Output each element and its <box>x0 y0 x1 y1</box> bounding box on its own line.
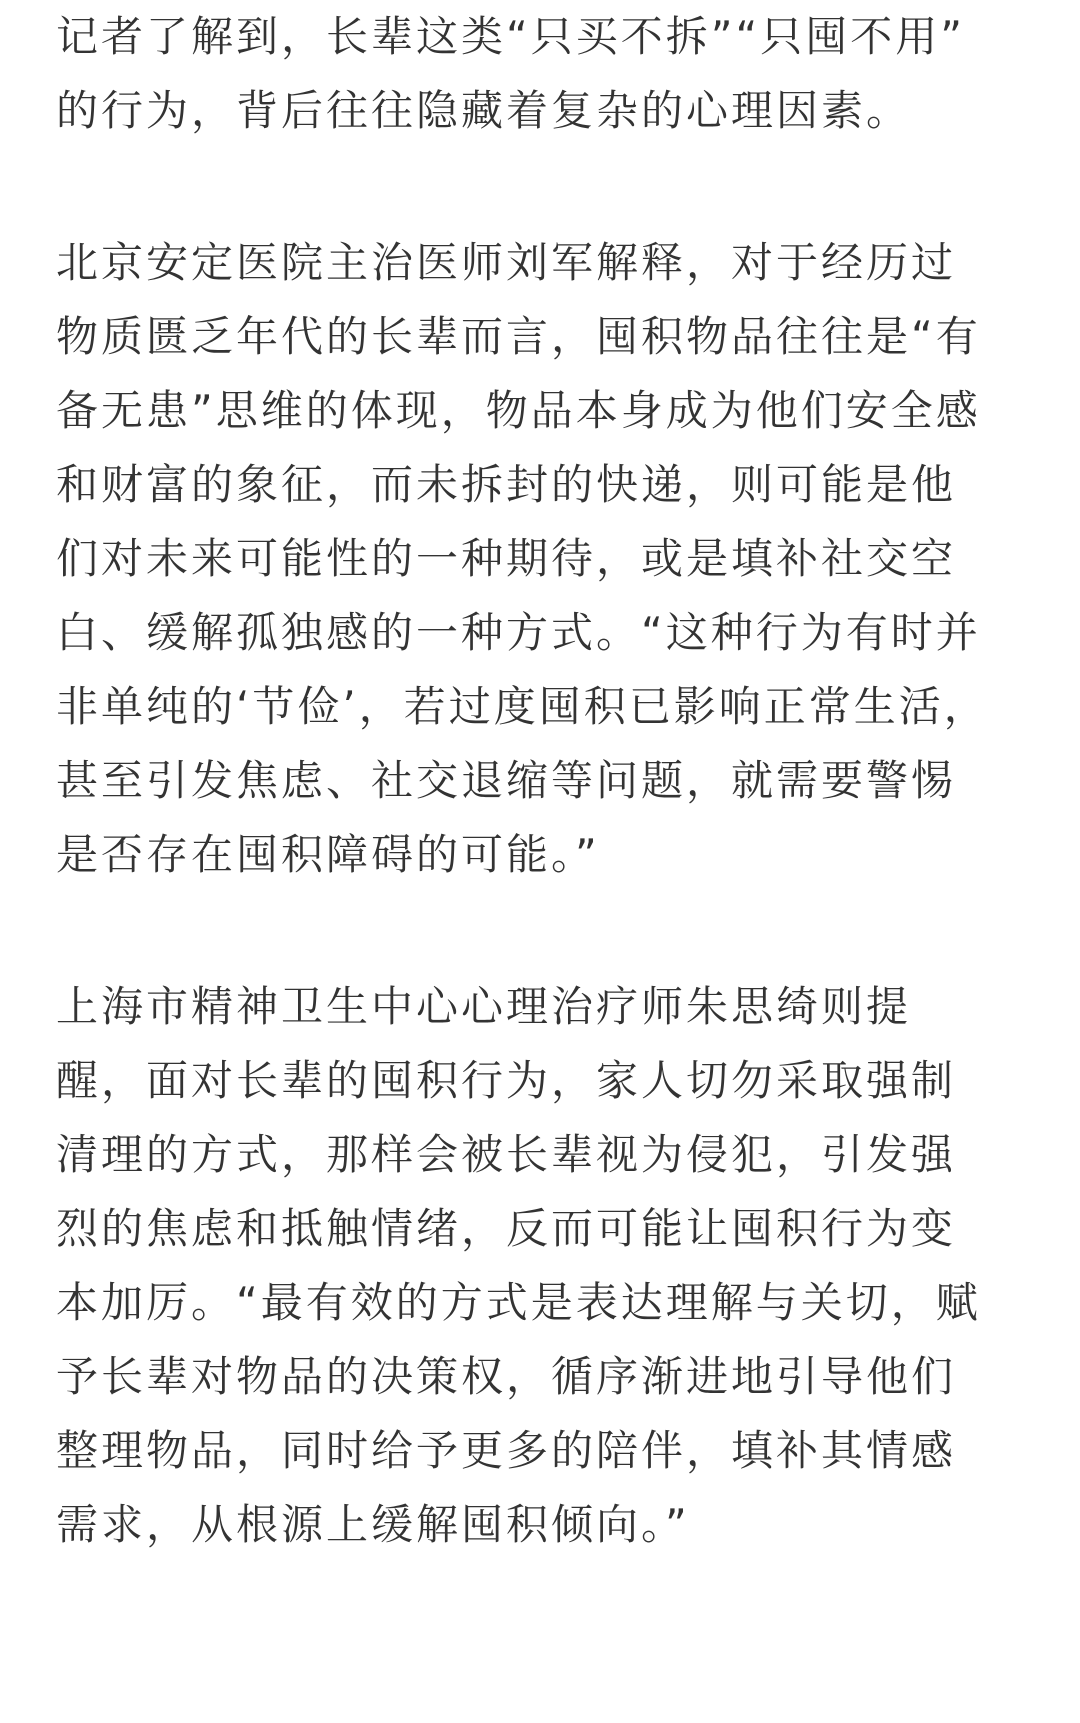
paragraph-line: 甚至引发焦虑、社交退缩等问题，就需要警惕 <box>56 756 957 805</box>
paragraph-3 <box>56 970 1016 1562</box>
paragraph-line: 北京安定医院主治医师刘军解释，对于经历过 <box>56 238 957 287</box>
paragraph-line: 白、缓解孤独感的一种方式。“这种行为有时并 <box>56 608 981 657</box>
article-body <box>56 0 1016 1562</box>
paragraph-line: 是否存在囤积障碍的可能。” <box>56 830 600 879</box>
paragraph-line: 和财富的象征，而未拆封的快递，则可能是他 <box>56 460 957 509</box>
paragraph-line: 醒，面对长辈的囤积行为，家人切勿采取强制 <box>56 1056 957 1105</box>
paragraph-line: 本加厉。“最有效的方式是表达理解与关切，赋 <box>56 1278 981 1327</box>
paragraph-2 <box>56 226 1016 892</box>
paragraph-line: 予长辈对物品的决策权，循序渐进地引导他们 <box>56 1352 957 1401</box>
paragraph-1 <box>56 0 1016 148</box>
paragraph-line: 记者了解到，长辈这类“只买不拆”“只囤不用” <box>56 12 966 61</box>
paragraph-line: 物质匮乏年代的长辈而言，囤积物品往往是“有 <box>56 312 981 361</box>
paragraph-line: 备无患”思维的体现，物品本身成为他们安全感 <box>56 386 981 435</box>
paragraph-line: 烈的焦虑和抵触情绪，反而可能让囤积行为变 <box>56 1204 957 1253</box>
paragraph-line: 需求，从根源上缓解囤积倾向。” <box>56 1500 690 1549</box>
paragraph-line: 非单纯的‘节俭’，若过度囤积已影响正常生活， <box>56 682 989 731</box>
paragraph-line: 的行为，背后往往隐藏着复杂的心理因素。 <box>56 86 912 135</box>
paragraph-line: 上海市精神卫生中心心理治疗师朱思绮则提 <box>56 982 912 1031</box>
paragraph-line: 清理的方式，那样会被长辈视为侵犯，引发强 <box>56 1130 957 1179</box>
paragraph-line: 们对未来可能性的一种期待，或是填补社交空 <box>56 534 957 583</box>
paragraph-line: 整理物品，同时给予更多的陪伴，填补其情感 <box>56 1426 957 1475</box>
